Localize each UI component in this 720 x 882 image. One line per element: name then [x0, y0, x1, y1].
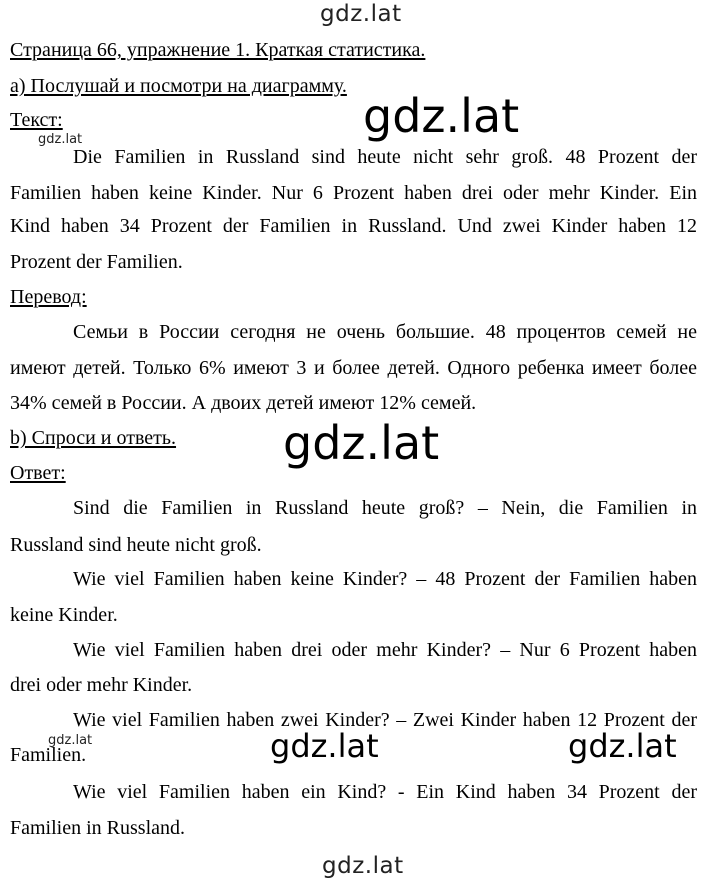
part-b-heading: b) Спроси и ответь. — [10, 427, 177, 449]
answer-line: Familien. — [10, 744, 87, 766]
translation-line: 34% семей в России. А двоих детей имеют 12% семей. — [10, 392, 477, 414]
text-line: Kind haben 34 Prozent der Familien in Russland. Und zwei Kinder haben 12 — [10, 215, 697, 237]
answer-line: Wie viel Familien haben drei oder mehr Kinder? – Nur 6 Prozent haben — [73, 639, 697, 661]
translation-line: имеют детей. Только 6% имеют 3 и более детей. Одного ребенка имеет более — [10, 357, 697, 379]
answer-line: Familien in Russland. — [10, 817, 185, 839]
part-a-heading: а) Послушай и посмотри на диаграмму. — [10, 75, 347, 97]
answer-line: keine Kinder. — [10, 604, 118, 626]
watermark-large: gdz.lat — [283, 416, 440, 470]
watermark-top: gdz.lat — [320, 1, 402, 27]
text-line: Prozent der Familien. — [10, 251, 183, 273]
watermark-small: gdz.lat — [48, 733, 93, 748]
answer-line: Sind die Familien in Russland heute groß? – Nein, die Familien in — [73, 497, 697, 519]
watermark-large: gdz.lat — [568, 727, 677, 765]
translation-line: Семьи в России сегодня не очень большие. 48 процентов семей не — [73, 321, 697, 343]
watermark-large: gdz.lat — [363, 89, 520, 143]
answer-line: Wie viel Familien haben keine Kinder? – 48 Prozent der Familien haben — [73, 568, 697, 590]
answer-label: Ответ: — [10, 462, 66, 484]
watermark-large: gdz.lat — [270, 727, 379, 765]
watermark-small: gdz.lat — [38, 132, 83, 147]
watermark-bottom: gdz.lat — [322, 853, 404, 879]
text-line: Die Familien in Russland sind heute nicht sehr groß. 48 Prozent der — [73, 146, 697, 168]
answer-line: Russland sind heute nicht groß. — [10, 534, 262, 556]
answer-line: Wie viel Familien haben ein Kind? - Ein Kind haben 34 Prozent der — [73, 781, 697, 803]
text-line: Familien haben keine Kinder. Nur 6 Prozent haben drei oder mehr Kinder. Ein — [10, 182, 697, 204]
answer-line: drei oder mehr Kinder. — [10, 674, 193, 696]
translation-label: Перевод: — [10, 286, 87, 308]
answer-line: Wie viel Familien haben zwei Kinder? – Zwei Kinder haben 12 Prozent der — [73, 709, 697, 731]
page-title: Страница 66, упражнение 1. Краткая статистика. — [10, 39, 426, 61]
text-label: Текст: — [10, 109, 63, 131]
